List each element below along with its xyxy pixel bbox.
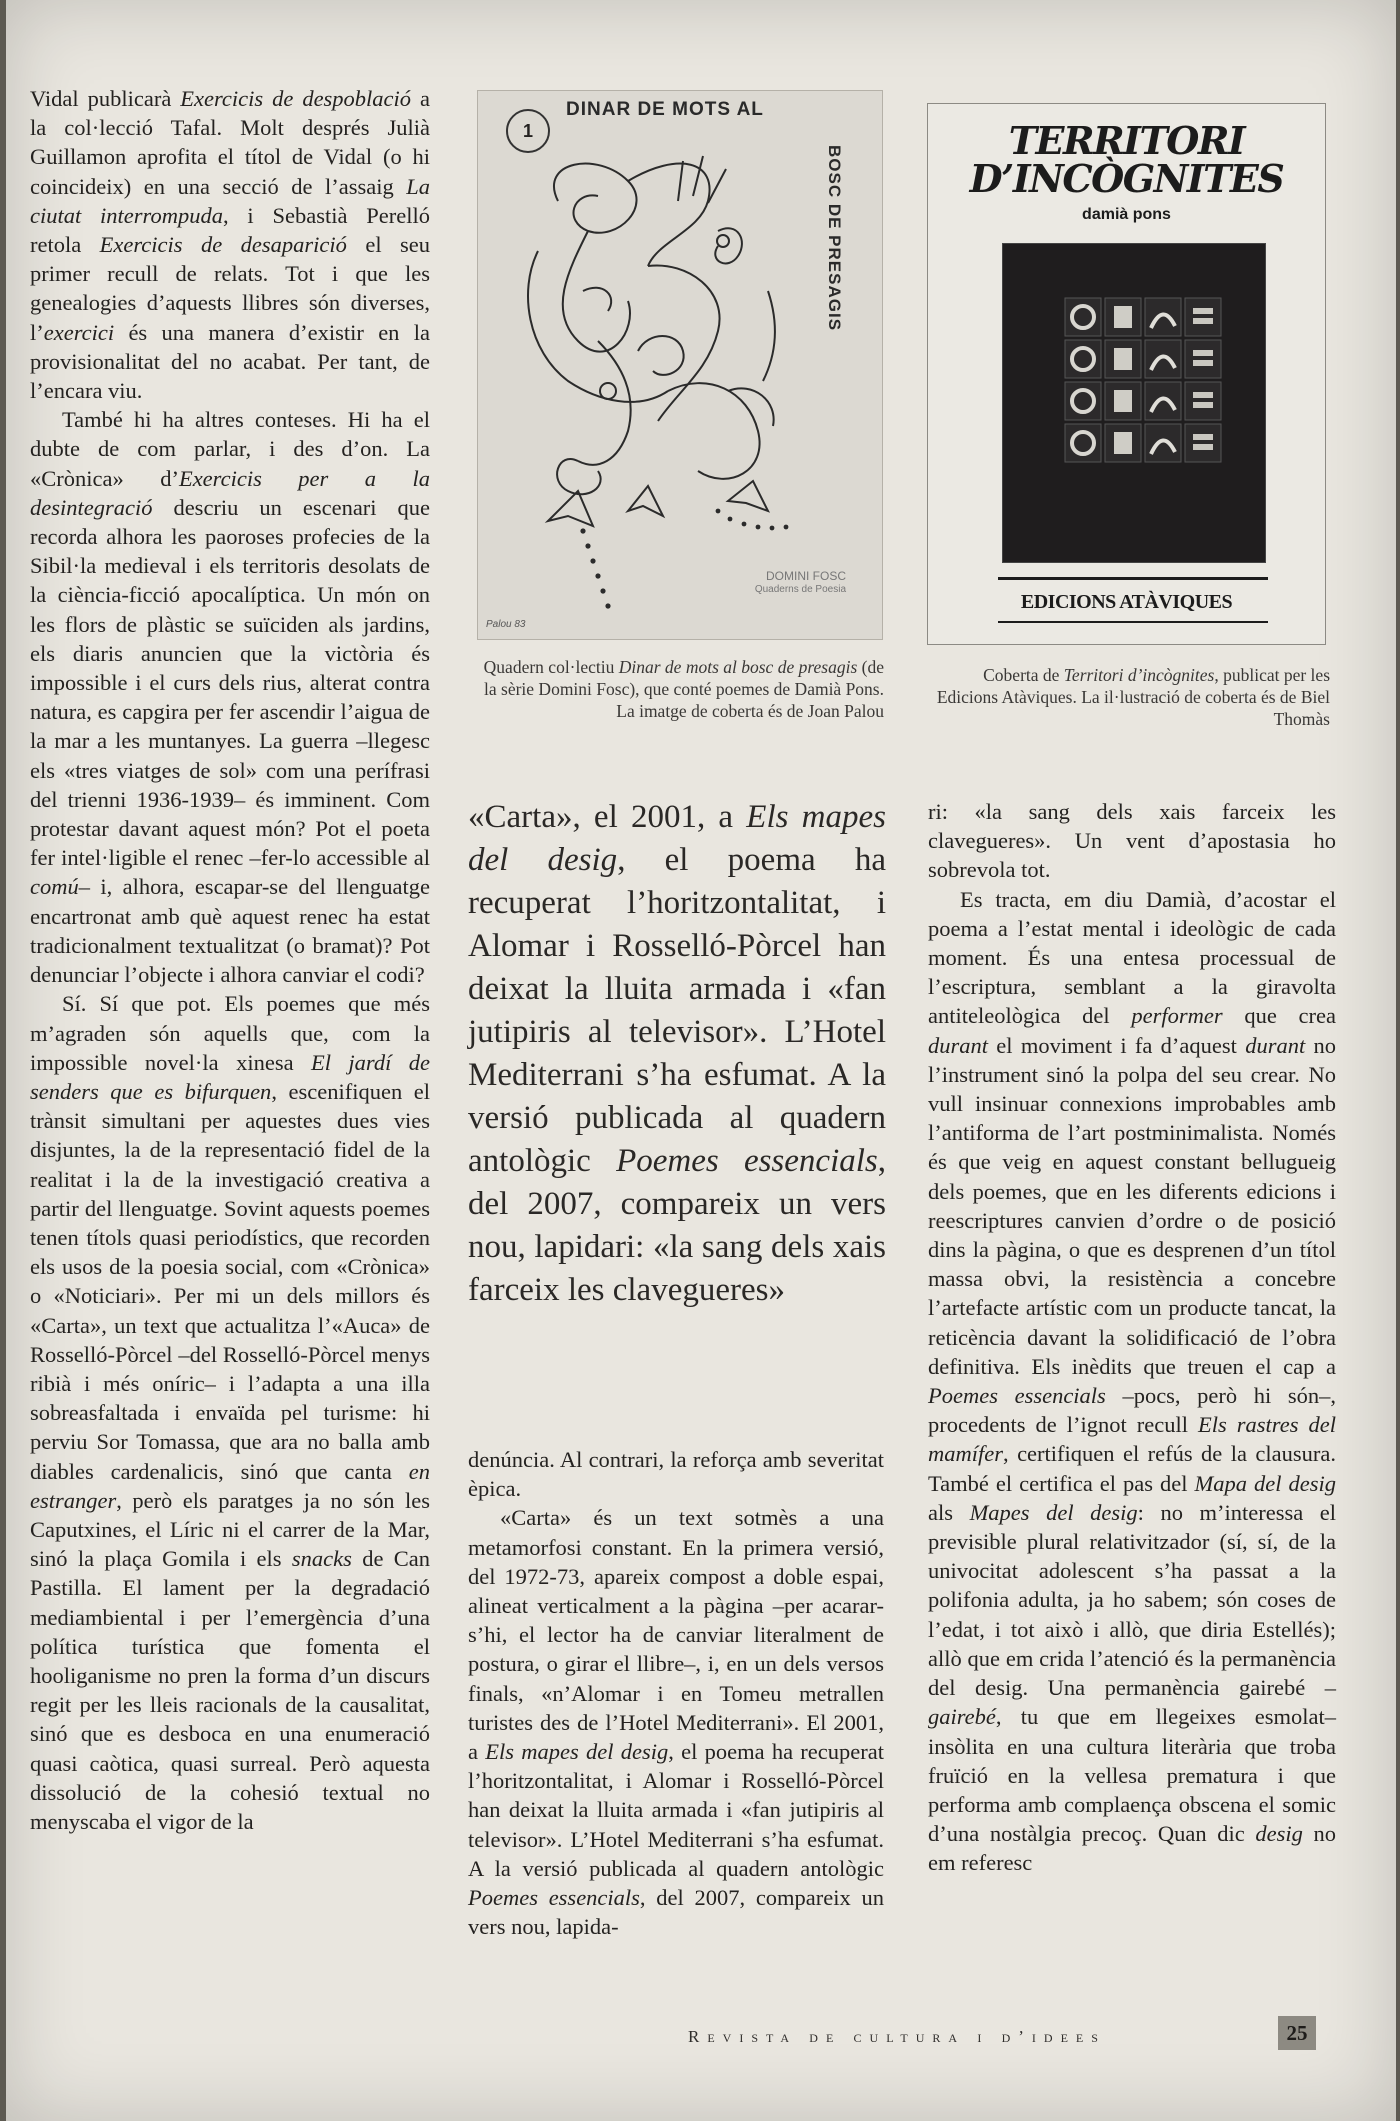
pull-quote: «Carta», el 2001, a Els mapes del desig, el poema ha recuperat l’horitzontalitat, i Alomar i Rosselló-Pòrcel han deixat la lluita armada i «fan jutipiris al televisor». L’Hotel Mediterrani s’ha esfumat. A la versió publicada al quadern antològic Poemes essencials, del 2007, compareix un vers nou, lapidari: «la sang dels xais farceix les clavegueres» bbox=[468, 799, 886, 1308]
italic-text: La ciutat interrompuda bbox=[30, 173, 430, 228]
italic-text: Els mapes del desig bbox=[468, 799, 886, 878]
italic-text: desig bbox=[1255, 1821, 1303, 1847]
running-footer: Revista de cultura i d’idees bbox=[688, 2027, 1106, 2046]
book-cover-territori-dincognites bbox=[927, 103, 1326, 645]
paragraph: «Carta» és un text sotmès a una metamorfosi constant. En la primera versió, del 1972-73, apareix compost a doble espai, alineat verticalment a la pàgina –per acarar-s’hi, el lector ha de canviar literalment de postura, o girar el llibre–, i, en un dels versos finals, «n’Alomar i en Tomeu metrallen turistes des de l’Hotel Mediterrani». El 2001, a Els mapes del desig, el poema ha recuperat l’horitzontalitat, i Alomar i Rosselló-Pòrcel han deixat la lluita armada i «fan jutipiris al televisor». L’Hotel Mediterrani s’ha esfumat. A la versió publicada al quadern antològic Poemes essencials, del 2007, compareix un vers nou, lapida- bbox=[468, 1505, 884, 1940]
line-drawing-illustration bbox=[478, 91, 882, 639]
artist-signature: Palou 83 bbox=[486, 619, 526, 630]
grid-glyph bbox=[1114, 432, 1132, 454]
italic-text: Territori d’incògnites bbox=[1063, 665, 1215, 685]
figure-caption-1: Quadern col·lectiu Dinar de mots al bosc de presagis (de la sèrie Domini Fosc), que conté poemes de Damià Pons. La imatge de coberta és de Joan Palou bbox=[483, 657, 884, 721]
cover-author: damià pons bbox=[1082, 206, 1171, 223]
cover-rule bbox=[998, 621, 1268, 623]
cover-title: DINAR DE MOTS AL bbox=[566, 99, 764, 120]
italic-text: en estranger bbox=[30, 1458, 430, 1513]
article-column-3 bbox=[928, 797, 1336, 1878]
italic-text: Exercicis per a la desintegració bbox=[30, 465, 430, 520]
grid-glyph bbox=[1114, 390, 1132, 412]
cover-publisher: EDICIONS ATÀVIQUES bbox=[1020, 591, 1233, 613]
paragraph: També hi ha altres conteses. Hi ha el dubte de com parlar, i des d’on. La «Crònica» d’Exercicis per a la desintegració descriu un escenari que recorda alhora les paoroses profecies de la Sibil·la medieval i els territoris desolats de la ciència-ficció apocalíptica. Un món on les flors de plàstic se suïciden als jardins, els diaris anuncien que la victòria és impossible i el curs dels rius, alterat contra natura, es capgira per fer ascendir l’aigua de la mar a les muntanyes. La guerra –llegesc els «tres viatges de sol» com una perífrasi del trienni 1936-1939– és imminent. Com protestar davant aquest món? Pot el poeta fer intel·ligible el renec –fer-lo accessible al comú– i, alhora, escapar-se del llenguatge encartronat amb què aquest renec ha estat tradicionalment textualitzat (o bramat)? Pot denunciar l’objecte i alhora canviar el codi? bbox=[30, 407, 430, 988]
article-column-1 bbox=[30, 84, 430, 1836]
italic-text: Poemes essencials bbox=[616, 1143, 878, 1179]
cover-publisher: DOMINI FOSC Quaderns de Poesia bbox=[754, 569, 846, 595]
grid-tile bbox=[1185, 382, 1221, 420]
grid-glyph bbox=[1114, 306, 1132, 328]
paragraph: Vidal publicarà Exercicis de despoblació a la col·lecció Tafal. Molt després Julià Guillamon aprofita el títol de Vidal (o hi coincideix) en una secció de l’assaig La ciutat interrompuda, i Sebastià Perelló retola Exercicis de desaparició el seu primer recull de relats. Tot i que les genealogies d’aquests llibres són diverses, l’exercici és una manera d’existir en la provisionalitat del no acabat. Per tant, de l’encara viu. bbox=[30, 86, 430, 404]
cover-title: TERRITORI D’INCÒGNITES bbox=[969, 118, 1284, 201]
italic-text: exercici bbox=[43, 319, 115, 345]
grid-tile bbox=[1145, 298, 1181, 336]
italic-text: El jardí de senders que es bifurquen bbox=[30, 1049, 431, 1104]
italic-text: durant bbox=[1245, 1032, 1306, 1058]
grid-tile bbox=[1145, 382, 1181, 420]
grid-tile bbox=[1185, 340, 1221, 378]
italic-text: Poemes essencials bbox=[928, 1383, 1106, 1409]
figure-caption-2: Coberta de Territori d’incògnites, publicat per les Edicions Atàviques. La il·lustració de coberta és de Biel Thomàs bbox=[936, 665, 1330, 729]
paragraph: ri: «la sang dels xais farceix les clavegueres». Un vent d’apostasia ho sobrevola tot. bbox=[928, 799, 1336, 883]
book-cover-dinar-de-mots bbox=[477, 90, 883, 640]
grid-tile bbox=[1145, 424, 1181, 462]
italic-text: Els mapes del desig bbox=[485, 1739, 669, 1765]
italic-text: Poemes essencials bbox=[468, 1885, 640, 1911]
issue-number: 1 bbox=[506, 109, 550, 153]
italic-text: durant bbox=[928, 1032, 989, 1058]
paragraph: denúncia. Al contrari, la reforça amb severitat èpica. bbox=[468, 1447, 884, 1502]
italic-text: gairebé bbox=[928, 1704, 996, 1730]
grid-tile bbox=[1185, 424, 1221, 462]
italic-text: performer bbox=[1131, 1003, 1223, 1029]
grid-tile bbox=[1145, 340, 1181, 378]
cover-rule bbox=[998, 577, 1268, 580]
page-number: 25 bbox=[1278, 2016, 1316, 2050]
cover-title-vertical: BOSC DE PRESAGIS bbox=[825, 145, 844, 332]
italic-text: Mapa del desig bbox=[1194, 1470, 1336, 1496]
italic-text: Mapes del desig bbox=[969, 1499, 1138, 1525]
italic-text: Els rastres del mamífer bbox=[928, 1412, 1336, 1467]
article-column-2 bbox=[468, 1445, 884, 1941]
grid-glyph bbox=[1114, 348, 1132, 370]
cover-illustration bbox=[1003, 244, 1265, 562]
magazine-page bbox=[6, 0, 1396, 2121]
grid-tile bbox=[1185, 298, 1221, 336]
italic-text: snacks bbox=[291, 1546, 352, 1572]
italic-text: Dinar de mots al bosc de presagis bbox=[618, 657, 858, 677]
italic-text: Exercicis de despoblació bbox=[180, 86, 412, 111]
paragraph: Sí. Sí que pot. Els poemes que més m’agraden són aquells que, com la impossible novel·la xinesa El jardí de senders que es bifurquen, escenifiquen el trànsit simultani per aquestes dues vies disjuntes, la de la representació fidel de la realitat i la de la investigació creativa a partir del llenguatge. Sovint aquests poemes tenen títols quasi periodístics, que recorden els usos de la poesia social, com «Crònica» o «Noticiari». Per mi un dels millors és «Carta», un text que actualitza l’«Auca» de Rosselló-Pòrcel –del Rosselló-Pòrcel menys ribià i més oníric– i l’adapta a una illa sobreasfaltada i envaïda pel turisme: hi perviu Sor Tomassa, que ara no balla amb diables cardenalicis, sinó que canta en estranger, però els paratges ja no són les Caputxines, el Líric ni el carrer de la Mar, sinó la plaça Gomila i els snacks de Can Pastilla. El lament per la degradació mediambiental i per l’emergència d’una política turística que fomenta el hooliganisme no pren la forma d’un discurs regit per les lleis racionals de la causalitat, sinó que es desboca en una enumeració quasi caòtica, quasi surreal. Però aquesta dissolució de la cohesió textual no menyscaba el vigor de la bbox=[30, 991, 431, 1834]
paragraph: Es tracta, em diu Damià, d’acostar el poema a l’estat mental i ideològic de cada moment. És una entesa processual de l’escriptura, semblant a la giravolta antiteleològica del performer que crea durant el moviment i fa d’aquest durant no l’instrument sinó la polpa del seu crear. No vull insinuar connexions improbables amb l’antiforma de l’art postminimalista. Només és que veig en aquest constant bellugueig dels poemes, que en les diferents edicions i reescriptures canvien d’ordre o de posició dins la pàgina, o que es desprenen d’un títol massa obvi, la resistència a concebre l’artefacte artístic com un producte tancat, la reticència davant la solidificació de l’obra definitiva. Els inèdits que treuen el cap a Poemes essencials –pocs, però hi són–, procedents de l’ignot recull Els rastres del mamífer, certifiquen el refús de la clausura. També el certifica el pas del Mapa del desig als Mapes del desig: no m’interessa el previsible plural relativitzador (sí, sí, de la univocitat adolescent s’ha passat a la polifonia adulta, ja ho sabem; són coses de l’edat, i tot això i allò, que diria Estellés); allò que em crida l’atenció és la permanència del desig. Una permanència gairebé –gairebé, tu que em llegeixes esmolat– insòlita en una cultura literària que troba fruïció en la vellesa prematura i que performa amb complaença obscena el somic d’una nostàlgia precoç. Quan dic desig no em referesc bbox=[928, 886, 1337, 1876]
italic-text: Exercicis de desaparició bbox=[99, 232, 347, 258]
italic-text: comú bbox=[30, 874, 79, 900]
